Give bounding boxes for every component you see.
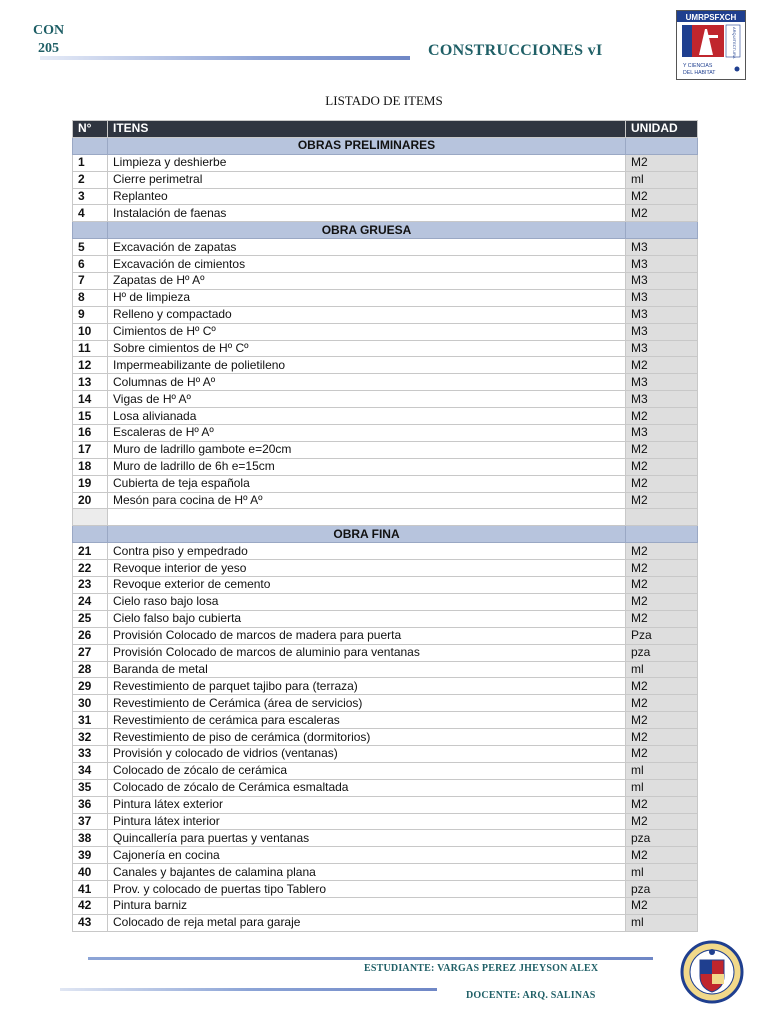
item-description: Canales y bajantes de calamina plana	[108, 864, 626, 881]
item-unit: M2	[626, 712, 698, 729]
column-header-unit: UNIDAD	[626, 121, 698, 138]
table-row	[73, 273, 698, 290]
item-number: 9	[73, 306, 108, 323]
item-number: 38	[73, 830, 108, 847]
item-unit: M2	[626, 188, 698, 205]
item-description: Cielo raso bajo losa	[108, 593, 626, 610]
item-description: Cubierta de teja española	[108, 475, 626, 492]
section-spacer	[626, 222, 698, 239]
item-unit: Pza	[626, 627, 698, 644]
section-spacer	[626, 526, 698, 543]
item-unit: M2	[626, 678, 698, 695]
item-unit: M2	[626, 695, 698, 712]
item-number: 25	[73, 610, 108, 627]
table-row	[73, 661, 698, 678]
item-number: 23	[73, 577, 108, 594]
item-number: 21	[73, 543, 108, 560]
item-description: Excavación de cimientos	[108, 256, 626, 273]
item-description: Pintura látex exterior	[108, 796, 626, 813]
item-number: 1	[73, 154, 108, 171]
table-row	[73, 577, 698, 594]
table-row	[73, 492, 698, 509]
item-unit: M2	[626, 475, 698, 492]
section-header-row	[73, 222, 698, 239]
item-description: Sobre cimientos de Hº Cº	[108, 340, 626, 357]
table-row	[73, 340, 698, 357]
table-row	[73, 475, 698, 492]
item-number: 2	[73, 171, 108, 188]
table-row	[73, 374, 698, 391]
item-number: 7	[73, 273, 108, 290]
footer-divider-top	[88, 957, 653, 960]
item-description: Cimientos de Hº Cº	[108, 323, 626, 340]
item-unit: M3	[626, 289, 698, 306]
item-number: 8	[73, 289, 108, 306]
item-number: 35	[73, 779, 108, 796]
course-code-line2: 205	[38, 41, 59, 56]
item-number: 14	[73, 391, 108, 408]
item-number: 33	[73, 745, 108, 762]
item-number: 10	[73, 323, 108, 340]
table-row	[73, 357, 698, 374]
table-row	[73, 897, 698, 914]
table-row	[73, 509, 698, 526]
table-row	[73, 847, 698, 864]
table-row	[73, 560, 698, 577]
section-header-row	[73, 137, 698, 154]
item-unit: M3	[626, 273, 698, 290]
item-description: Muro de ladrillo de 6h e=15cm	[108, 458, 626, 475]
table-row	[73, 712, 698, 729]
logo-subtext-1: Y CIENCIAS	[683, 63, 713, 69]
table-row	[73, 323, 698, 340]
item-number: 24	[73, 593, 108, 610]
item-description: Revestimiento de parquet tajibo para (terraza)	[108, 678, 626, 695]
course-code-line1: CON	[33, 23, 65, 38]
item-description: Replanteo	[108, 188, 626, 205]
item-description: Prov. y colocado de puertas tipo Tablero	[108, 881, 626, 898]
table-row	[73, 239, 698, 256]
faculty-logo	[676, 10, 746, 80]
table-row	[73, 408, 698, 425]
item-number: 18	[73, 458, 108, 475]
item-number: 29	[73, 678, 108, 695]
logo-text: UMRPSFXCH	[685, 13, 737, 22]
item-description: Revestimiento de Cerámica (área de servicios)	[108, 695, 626, 712]
section-header-row	[73, 526, 698, 543]
item-unit: ml	[626, 762, 698, 779]
section-spacer	[73, 137, 108, 154]
table-row	[73, 745, 698, 762]
item-description: Columnas de Hº Aº	[108, 374, 626, 391]
item-number: 28	[73, 661, 108, 678]
item-unit: pza	[626, 644, 698, 661]
logo-side-text: ARQUITECTURA	[732, 27, 737, 59]
item-unit: M2	[626, 492, 698, 509]
item-unit: M2	[626, 729, 698, 746]
item-number: 13	[73, 374, 108, 391]
item-unit: ml	[626, 779, 698, 796]
table-row	[73, 593, 698, 610]
table-header-row	[73, 121, 698, 138]
item-unit: M3	[626, 340, 698, 357]
item-unit: M2	[626, 441, 698, 458]
item-number: 15	[73, 408, 108, 425]
item-description: Revestimiento de cerámica para escaleras	[108, 712, 626, 729]
item-number: 19	[73, 475, 108, 492]
item-number: 17	[73, 441, 108, 458]
section-title: OBRAS PRELIMINARES	[108, 137, 626, 154]
items-table-body	[73, 137, 698, 931]
item-unit: M2	[626, 408, 698, 425]
course-title: CONSTRUCCIONES vI	[428, 42, 603, 59]
section-title: OBRA GRUESA	[108, 222, 626, 239]
item-description: Revoque exterior de cemento	[108, 577, 626, 594]
item-description: Revoque interior de yeso	[108, 560, 626, 577]
course-code	[33, 22, 64, 58]
table-row	[73, 205, 698, 222]
item-unit: M2	[626, 458, 698, 475]
item-number: 42	[73, 897, 108, 914]
item-description	[108, 509, 626, 526]
item-number: 34	[73, 762, 108, 779]
item-unit: M3	[626, 391, 698, 408]
table-row	[73, 914, 698, 931]
item-description: Contra piso y empedrado	[108, 543, 626, 560]
item-number: 39	[73, 847, 108, 864]
section-title: OBRA FINA	[108, 526, 626, 543]
table-row	[73, 729, 698, 746]
table-row	[73, 441, 698, 458]
column-header-number: N°	[73, 121, 108, 138]
university-seal-icon	[680, 938, 744, 1008]
item-unit: ml	[626, 661, 698, 678]
table-row	[73, 881, 698, 898]
item-unit: M3	[626, 239, 698, 256]
item-description: Colocado de zócalo de cerámica	[108, 762, 626, 779]
item-number: 37	[73, 813, 108, 830]
item-number: 26	[73, 627, 108, 644]
item-unit: M2	[626, 745, 698, 762]
item-unit: M3	[626, 374, 698, 391]
item-unit: M2	[626, 154, 698, 171]
table-row	[73, 813, 698, 830]
item-number: 4	[73, 205, 108, 222]
item-unit	[626, 509, 698, 526]
table-row	[73, 391, 698, 408]
item-description: Pintura barniz	[108, 897, 626, 914]
table-row	[73, 289, 698, 306]
item-description: Quincallería para puertas y ventanas	[108, 830, 626, 847]
item-unit: M2	[626, 577, 698, 594]
table-row	[73, 830, 698, 847]
section-spacer	[73, 526, 108, 543]
item-unit: pza	[626, 881, 698, 898]
item-unit: M2	[626, 610, 698, 627]
item-number: 12	[73, 357, 108, 374]
item-description: Cajonería en cocina	[108, 847, 626, 864]
item-unit: M2	[626, 847, 698, 864]
item-description: Vigas de Hº Aº	[108, 391, 626, 408]
item-unit: M3	[626, 425, 698, 442]
table-row	[73, 610, 698, 627]
item-number: 20	[73, 492, 108, 509]
table-row	[73, 695, 698, 712]
item-description: Baranda de metal	[108, 661, 626, 678]
item-number: 16	[73, 425, 108, 442]
item-description: Escaleras de Hº Aº	[108, 425, 626, 442]
item-number: 22	[73, 560, 108, 577]
item-description: Hº de limpieza	[108, 289, 626, 306]
table-row	[73, 678, 698, 695]
item-number: 36	[73, 796, 108, 813]
item-unit: ml	[626, 914, 698, 931]
item-description: Cielo falso bajo cubierta	[108, 610, 626, 627]
item-description: Excavación de zapatas	[108, 239, 626, 256]
item-description: Colocado de reja metal para garaje	[108, 914, 626, 931]
table-row	[73, 171, 698, 188]
table-row	[73, 458, 698, 475]
item-unit: M2	[626, 593, 698, 610]
item-number: 6	[73, 256, 108, 273]
item-description: Provisión Colocado de marcos de madera para puerta	[108, 627, 626, 644]
item-unit: M2	[626, 813, 698, 830]
item-number: 41	[73, 881, 108, 898]
header-divider	[40, 56, 410, 60]
item-number: 32	[73, 729, 108, 746]
item-unit: ml	[626, 171, 698, 188]
item-number: 3	[73, 188, 108, 205]
item-description: Colocado de zócalo de Cerámica esmaltada	[108, 779, 626, 796]
table-row	[73, 864, 698, 881]
item-unit: M2	[626, 796, 698, 813]
item-description: Cierre perimetral	[108, 171, 626, 188]
table-row	[73, 779, 698, 796]
item-description: Relleno y compactado	[108, 306, 626, 323]
item-unit: M2	[626, 357, 698, 374]
item-description: Impermeabilizante de polietileno	[108, 357, 626, 374]
item-description: Muro de ladrillo gambote e=20cm	[108, 441, 626, 458]
table-row	[73, 425, 698, 442]
item-unit: M2	[626, 543, 698, 560]
item-unit: pza	[626, 830, 698, 847]
table-row	[73, 188, 698, 205]
table-row	[73, 762, 698, 779]
table-row	[73, 627, 698, 644]
table-row	[73, 796, 698, 813]
item-description: Zapatas de Hº Aº	[108, 273, 626, 290]
table-row	[73, 543, 698, 560]
item-description: Pintura látex interior	[108, 813, 626, 830]
item-unit: M3	[626, 306, 698, 323]
item-unit: M2	[626, 897, 698, 914]
item-description: Limpieza y deshierbe	[108, 154, 626, 171]
table-row	[73, 256, 698, 273]
item-number: 5	[73, 239, 108, 256]
item-unit: M2	[626, 205, 698, 222]
item-description: Instalación de faenas	[108, 205, 626, 222]
item-number: 11	[73, 340, 108, 357]
table-row	[73, 154, 698, 171]
footer-divider-bottom	[60, 988, 437, 991]
item-description: Revestimiento de piso de cerámica (dormitorios)	[108, 729, 626, 746]
item-number: 27	[73, 644, 108, 661]
item-unit: M3	[626, 323, 698, 340]
logo-subtext-2: DEL HABITAT	[683, 70, 716, 76]
section-spacer	[73, 222, 108, 239]
item-description: Provisión Colocado de marcos de aluminio para ventanas	[108, 644, 626, 661]
item-unit: M3	[626, 256, 698, 273]
item-unit: M2	[626, 560, 698, 577]
item-unit: ml	[626, 864, 698, 881]
column-header-item: ITENS	[108, 121, 626, 138]
item-number	[73, 509, 108, 526]
teacher-name: DOCENTE: ARQ. SALINAS	[466, 990, 596, 1001]
document-title: LISTADO DE ITEMS	[325, 93, 443, 108]
item-number: 31	[73, 712, 108, 729]
item-description: Provisión y colocado de vidrios (ventanas)	[108, 745, 626, 762]
table-row	[73, 306, 698, 323]
student-name: ESTUDIANTE: VARGAS PEREZ JHEYSON ALEX	[364, 963, 599, 974]
item-number: 40	[73, 864, 108, 881]
table-row	[73, 644, 698, 661]
section-spacer	[626, 137, 698, 154]
item-number: 30	[73, 695, 108, 712]
item-description: Mesón para cocina de Hº Aº	[108, 492, 626, 509]
items-table	[72, 120, 698, 932]
item-description: Losa alivianada	[108, 408, 626, 425]
item-number: 43	[73, 914, 108, 931]
